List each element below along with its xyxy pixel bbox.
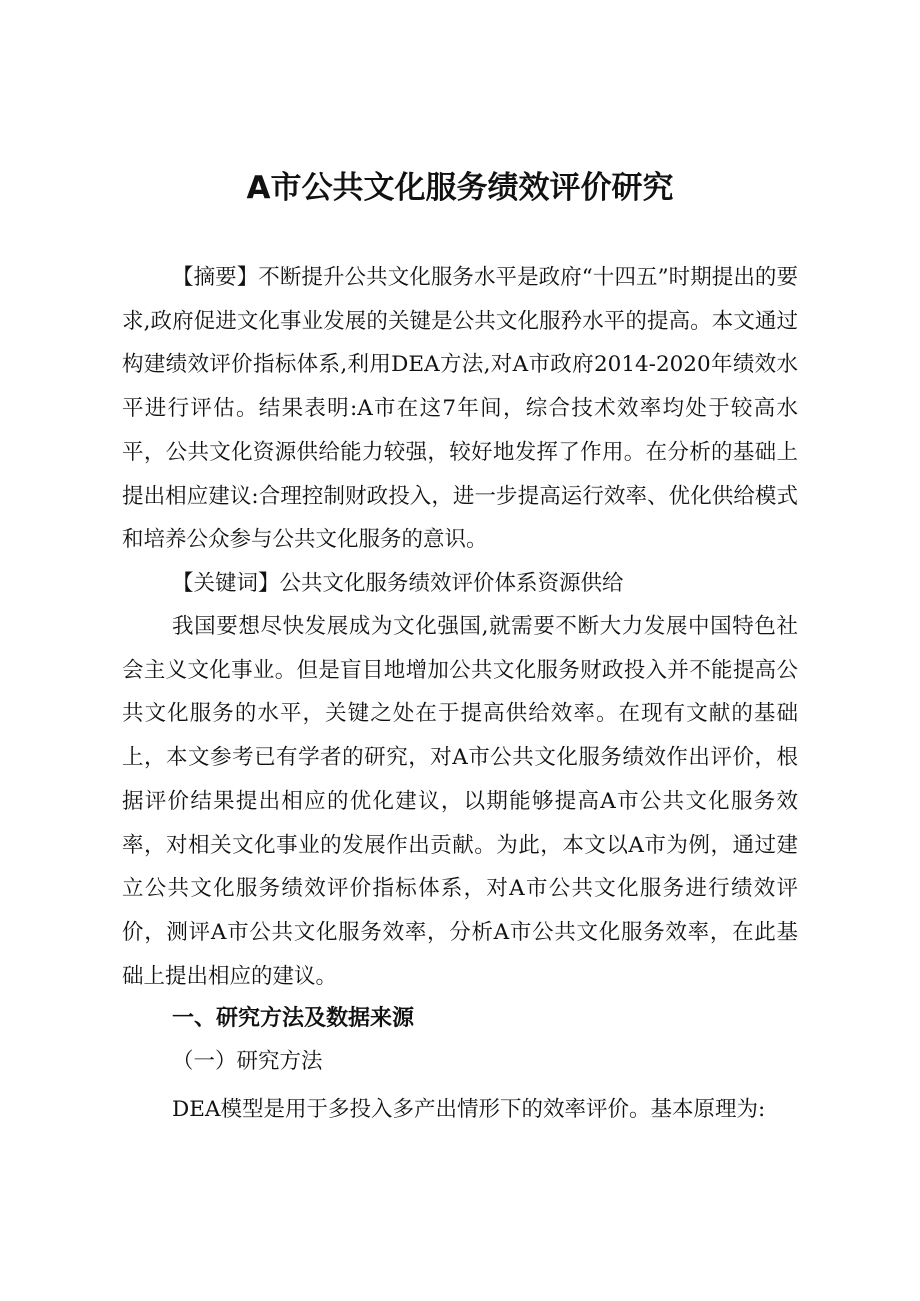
document-title: A市公共文化服务绩效评价研究 [246, 170, 674, 206]
keywords-paragraph: 【关键词】公共文化服务绩效评价体系资源供给 [172, 571, 624, 596]
section-heading-methods: 一、研究方法及数据来源 [172, 1006, 415, 1031]
subsection-heading-research-method: （一）研究方法 [172, 1049, 323, 1074]
abstract-paragraph: 【摘要】不断提升公共文化服务水平是政府“十四五”时期提出的要求,政府促进文化事业发展的关键是公共文化服矜水平的提高。本文通过构建绩效评价指标体系,利用DEA方法,对A市政府2014-2020年绩效水平进行评估。结果表明:A市在这7年间，综合技术效率均处于较高水平，公共文化资源供给能力较强，较好地发挥了作用。在分析的基础上提出相应建议:合理控制财政投入，进一步提高运行效率、优化供给模式和培养公众参与公共文化服务的意识。 [122, 265, 798, 553]
intro-paragraph: 我国要想尽快发展成为文化强国,就需要不断大力发展中国特色社会主义文化事业。但是盲目地增加公共文化服务财政投入并不能提高公共文化服务的水平，关键之处在于提高供给效率。在现有文献的基础上，本文参考已有学者的研究，对A市公共文化服务绩效作出评价，根据评价结果提出相应的优化建议，以期能够提高A市公共文化服务效率，对相关文化事业的发展作出贡献。为此，本文以A市为例，通过建立公共文化服务绩效评价指标体系，对A市公共文化服务进行绩效评价，测评A市公共文化服务效率，分析A市公共文化服务效率，在此基础上提出相应的建议。 [122, 614, 798, 989]
method-paragraph: DEA模型是用于多投入多产出情形下的效率评价。基本原理为: [172, 1097, 766, 1122]
